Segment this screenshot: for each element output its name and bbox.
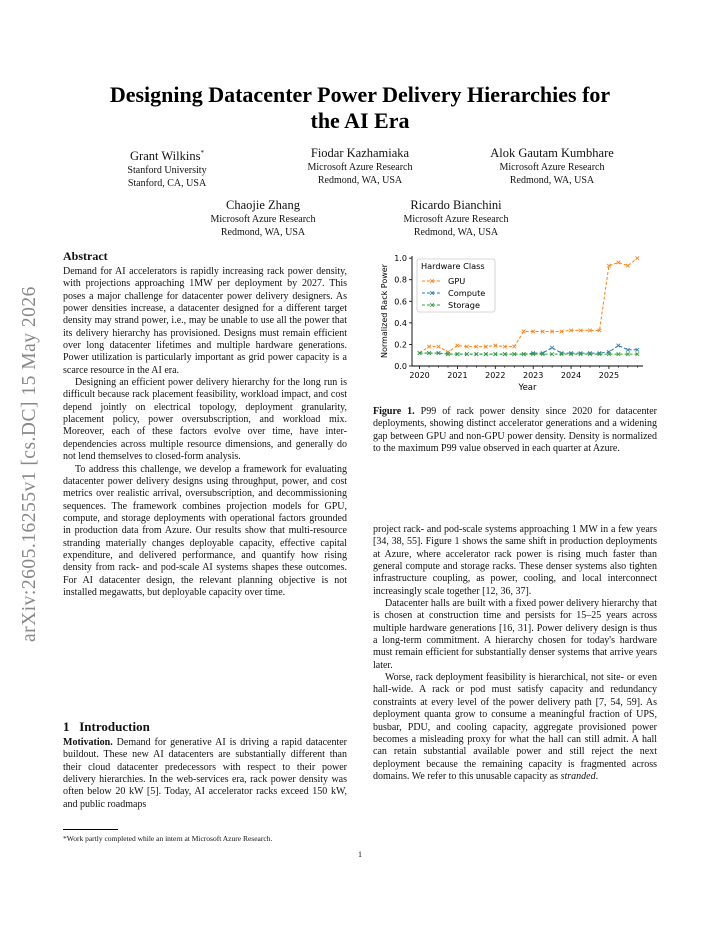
- footnote-rule: [63, 829, 118, 830]
- right-column-text: [373, 524, 657, 783]
- x-tick-label: 2023: [523, 371, 544, 380]
- figure-caption-text: P99 of rack power density since 2020 for datacenter deployments, showing distinct accelerator generations and a widening gap between GPU and non-GPU power density. Density is normalized to the maximum P99 value observed in each quarter at Azure.: [373, 406, 657, 455]
- intro-text: Worse, rack deployment feasibility is hierarchical, not site- or even hall-wide. A rack or pod must satisfy capacity and redundancy constraints at every level of the power delivery path [7, 54, 59]. As deployment quanta grow to consume a meaningful fraction of UPS, busbar, PDU, and cooling capacity, aggregate provisioned power becomes a misleading proxy for what the hall can still admit. A hall can retain substantial available power and still reject the next deployment because the remaining capacity is fragmented across domains. We refer to this unusable capacity as: [373, 672, 657, 782]
- intro-text: Demand for generative AI is driving a rapid datacenter buildout. These new AI datacenters are substantially different than their cloud datacenter predecessors with respect to their power delivery hierarchies. In the web-services era, rack power density was often below 20 kW [5]. Today, AI accelerator racks exceed 150 kW, and public roadmaps: [63, 737, 347, 810]
- data-point-gpu: [512, 345, 516, 349]
- data-point-gpu: [626, 264, 630, 268]
- author-affiliation: Microsoft Azure Research: [307, 162, 413, 173]
- abstract-paragraph: To address this challenge, we develop a framework for evaluating datacenter power delivery designs using throughput, power, and cost metrics over realistic arrival, oversubscription, and decommissioning sequences. The framework combines projection models for GPU, compute, and storage deployments with operational factors grounded in production data from Azure. Our results show that multi-resource stranding materially changes deployable capacity, effective capital expenditure, and delivered performance, and quantify how rising density from rack- and pod-scale AI systems shapes these outcomes. For AI datacenter design, the relevant planning objective is not installed megawatts, but deployable capacity over time.: [63, 463, 347, 598]
- author-location: Redmond, WA, USA: [317, 174, 403, 186]
- author-block: [452, 145, 652, 187]
- introduction-section: [63, 719, 347, 811]
- author-affiliation: Microsoft Azure Research: [403, 214, 509, 225]
- author-block: [163, 197, 363, 239]
- abstract-section: [63, 249, 347, 599]
- y-tick-label: 0.2: [394, 340, 407, 350]
- legend-entry: Compute: [448, 288, 486, 298]
- data-point-gpu: [456, 344, 460, 348]
- author-name: Alok Gautam Kumbhare: [490, 146, 614, 160]
- y-tick-label: 1.0: [394, 254, 407, 264]
- legend-title: Hardware Class: [421, 261, 485, 271]
- footnote: *Work partly completed while an intern at Microsoft Azure Research.: [63, 834, 273, 843]
- author-location: Stanford, CA, USA: [127, 177, 207, 189]
- author-name: Grant Wilkins: [130, 149, 201, 164]
- abstract-heading: Abstract: [63, 249, 108, 263]
- intro-paragraph: [373, 672, 657, 783]
- x-axis-label: Year: [518, 383, 537, 393]
- intro-paragraph: [63, 737, 347, 811]
- intro-paragraph: project rack- and pod-scale systems approaching 1 MW in a few years [34, 38, 55]. Figure 1 shows the same shift in production deployments at Azure, where accelerator rack power is rising much faster than general compute and storage racks. These denser systems also tighten infrastructure coupling, as power, cooling, and local interconnect increasingly scale together [12, 36, 37].: [373, 524, 657, 597]
- abstract-paragraph: Demand for AI accelerators is rapidly increasing rack power density, with projections approaching 1MW per deployment by 2027. This poses a major challenge for datacenter power delivery designers. As power densities increase, a datacenter designed for a different target density may strand power, i.e., may be unable to use all the power that its delivery hierarchy has provisioned. Designs must remain efficient over long datacenter lifetimes and multiple hardware generations. Power utilization is particularly important as grid power capacity is a scarce resource in the AI era.: [63, 266, 347, 376]
- x-tick-label: 2021: [447, 371, 468, 380]
- author-affiliation: Stanford University: [127, 165, 207, 177]
- section-title: Introduction: [79, 719, 150, 734]
- intro-text: .: [595, 770, 599, 782]
- legend-entry: Storage: [448, 300, 481, 310]
- y-tick-label: 0.0: [394, 362, 407, 371]
- figure-1-chart: [378, 248, 662, 396]
- author-name: Chaojie Zhang: [226, 198, 300, 212]
- section-heading: [63, 719, 347, 735]
- y-tick-label: 0.4: [394, 318, 407, 328]
- x-tick-label: 2024: [560, 371, 582, 380]
- figure-label: Figure 1.: [373, 406, 415, 417]
- author-footnote-mark: *: [200, 149, 204, 157]
- run-in-heading: Motivation.: [63, 737, 113, 748]
- x-tick-label: 2025: [598, 371, 620, 380]
- y-tick-label: 0.8: [394, 275, 407, 285]
- figure-caption: [373, 406, 657, 455]
- author-block: [260, 145, 460, 187]
- arxiv-identifier: arXiv:2605.16255v1 [cs.DC] 15 May 2026: [19, 286, 40, 642]
- author-name: Ricardo Bianchini: [410, 198, 502, 212]
- x-tick-label: 2020: [409, 371, 430, 380]
- author-block: [356, 197, 556, 239]
- legend-entry: GPU: [448, 276, 466, 286]
- y-axis-label: Normalized Rack Power: [380, 264, 389, 358]
- author-location: Redmond, WA, USA: [413, 226, 499, 238]
- author-block: [67, 145, 267, 190]
- author-location: Redmond, WA, USA: [509, 174, 595, 186]
- abstract-paragraph: Designing an efficient power delivery hierarchy for the long run is difficult because rack placement feasibility, workload impact, and cost depend jointly on electrical topology, deployment granularity, placement policy, power oversubscription, and workload mix. Moreover, each of these factors evolve over time, have inter-dependencies across multiple resource dimensions, and generally do not lend themselves to closed-form analysis.: [63, 377, 347, 463]
- data-point-gpu: [636, 256, 640, 260]
- author-location: Redmond, WA, USA: [220, 226, 306, 238]
- page-number: 1: [358, 850, 362, 859]
- author-affiliation: Microsoft Azure Research: [210, 214, 316, 225]
- emphasis: stranded: [560, 770, 596, 782]
- series-line-storage: [420, 353, 638, 354]
- author-name: Fiodar Kazhamiaka: [310, 146, 410, 160]
- section-number: 1: [63, 719, 70, 734]
- author-affiliation: Microsoft Azure Research: [499, 162, 605, 173]
- data-point-compute: [617, 344, 621, 348]
- data-point-gpu: [522, 330, 526, 334]
- intro-paragraph: Datacenter halls are built with a fixed power delivery hierarchy that is chosen at construction time and persists for 15–25 years across multiple hardware generations [16, 31]. Power delivery design is thus a long-term commitment. A hierarchy chosen for today's hardware must remain efficient for substantially denser systems that arrive years later.: [373, 598, 657, 671]
- paper-title: Designing Datacenter Power Delivery Hierarchies for the AI Era: [109, 82, 611, 133]
- series-line-compute: [420, 346, 638, 355]
- data-point-compute: [550, 346, 554, 350]
- data-point-gpu: [437, 345, 441, 349]
- x-tick-label: 2022: [485, 371, 506, 380]
- y-tick-label: 0.6: [394, 297, 407, 307]
